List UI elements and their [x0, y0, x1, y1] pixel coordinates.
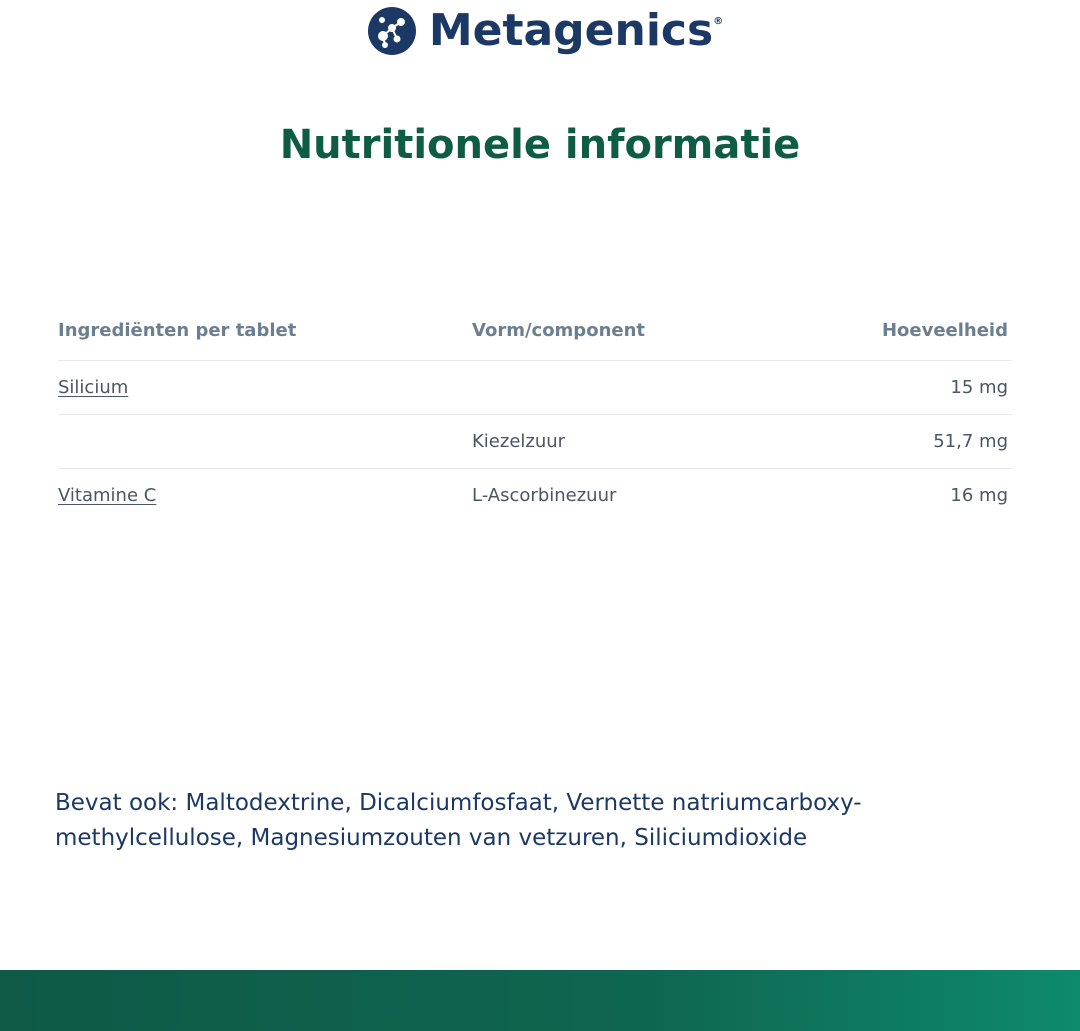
other-ingredients-text: Bevat ook: Maltodextrine, Dicalciumfosfaat, Vernette natriumcarboxy-methylcellulose, Magnesiumzouten van vetzuren, Siliciumdioxide: [55, 790, 862, 851]
ingredient-link-vitamine-c[interactable]: Vitamine C: [58, 485, 157, 506]
amount-cell: 15 mg: [950, 377, 1008, 398]
form-cell: Kiezelzuur: [472, 431, 566, 452]
registered-mark: ®: [713, 16, 724, 27]
brand-logo[interactable]: [0, 6, 1080, 56]
header-ingredient: Ingrediënten per tablet: [58, 319, 297, 341]
form-cell: L-Ascorbinezuur: [472, 485, 617, 506]
molecule-logo-icon: [367, 6, 417, 56]
brand-name: Metagenics ®: [428, 5, 724, 56]
header-form: Vorm/component: [472, 319, 646, 341]
footer-band: [0, 970, 1080, 1031]
header-amount: Hoeveelheid: [881, 319, 1008, 341]
nutrition-table: [58, 300, 1012, 522]
page-title: Nutritionele informatie: [279, 122, 801, 168]
table-row: [58, 360, 1012, 414]
table-header-row: [58, 300, 1012, 360]
ingredient-link-silicium[interactable]: Silicium: [58, 377, 129, 398]
table-row: [58, 414, 1012, 468]
table-row: [58, 468, 1012, 522]
amount-cell: 51,7 mg: [933, 431, 1008, 452]
amount-cell: 16 mg: [950, 485, 1008, 506]
